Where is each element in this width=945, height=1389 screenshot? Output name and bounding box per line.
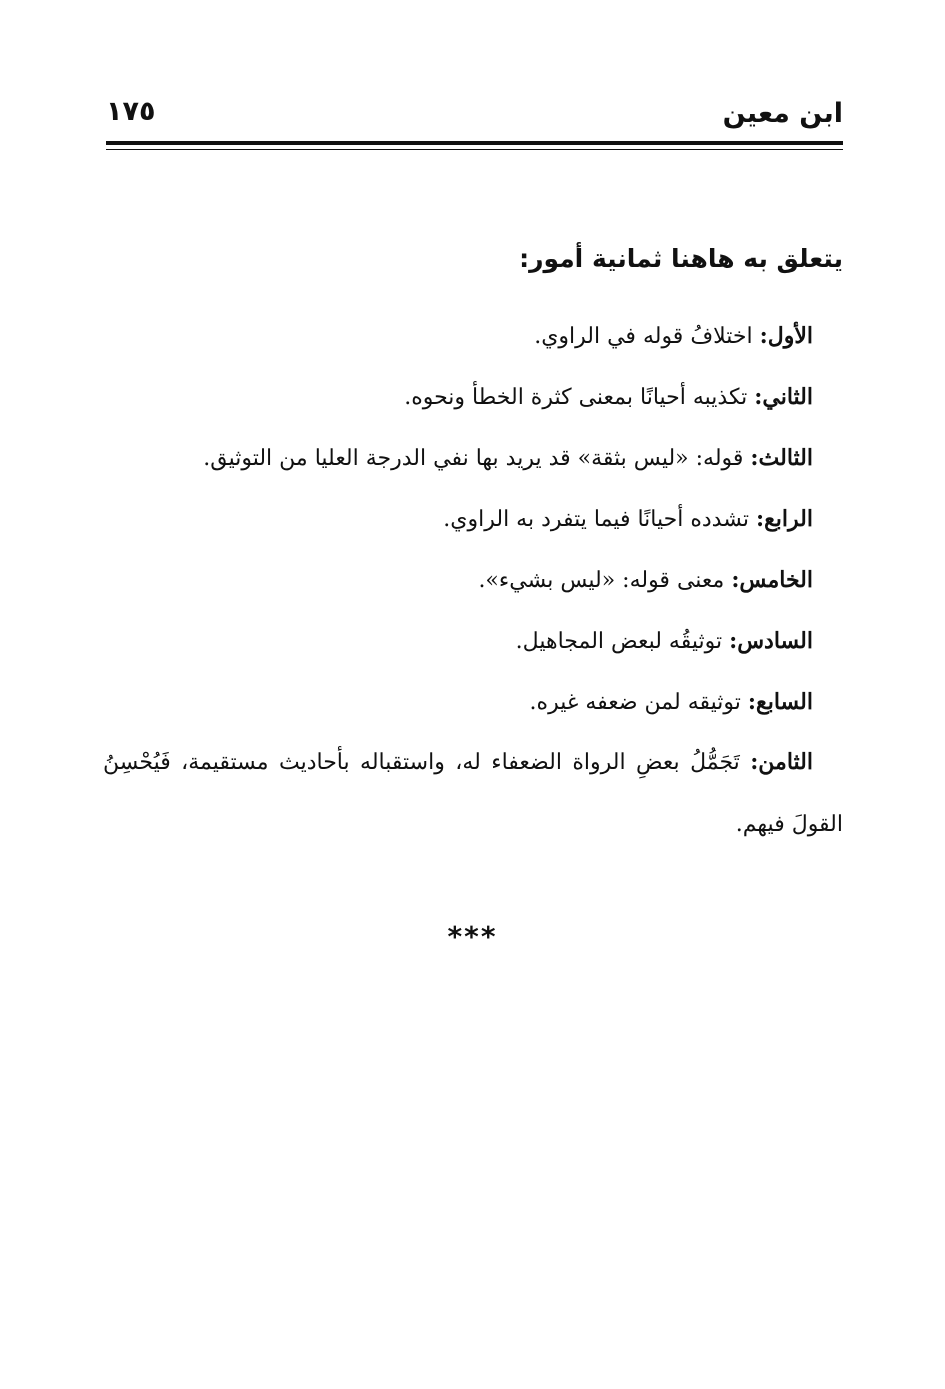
item-label: الأول: bbox=[759, 323, 813, 349]
list-item bbox=[478, 558, 813, 603]
item-text: توثيقه لمن ضعفه غيره. bbox=[529, 690, 748, 715]
list-item bbox=[443, 497, 813, 542]
list-item bbox=[516, 619, 813, 664]
list-item bbox=[534, 314, 813, 359]
list-item bbox=[404, 375, 813, 420]
page-number: ١٧٥ bbox=[106, 96, 156, 127]
section-end-asterisks: *** bbox=[447, 920, 498, 953]
item-label: السادس: bbox=[729, 628, 813, 654]
item-label: الثامن: bbox=[750, 749, 813, 775]
item-text: قوله: «ليس بثقة» قد يريد بها نفي الدرجة العليا من التوثيق. bbox=[203, 446, 751, 471]
list-item bbox=[103, 731, 843, 856]
item-text: تكذيبه أحيانًا بمعنى كثرة الخطأ ونحوه. bbox=[404, 385, 755, 410]
running-header bbox=[106, 88, 843, 138]
item-text: تَجَمُّلُ بعضِ الرواة الضعفاء له، واستقباله بأحاديث مستقيمة، فَيُحْسِنُ القولَ فيهم. bbox=[103, 750, 843, 837]
header-rule-thick bbox=[106, 141, 843, 145]
running-title: ابن معين bbox=[722, 98, 843, 129]
header-rule-thin bbox=[106, 149, 843, 150]
item-label: الثاني: bbox=[754, 384, 813, 410]
item-label: الخامس: bbox=[731, 567, 813, 593]
list-item bbox=[203, 436, 813, 481]
item-text: معنى قوله: «ليس بشيء». bbox=[478, 568, 732, 593]
section-heading: يتعلق به هاهنا ثمانية أمور: bbox=[519, 244, 843, 273]
item-label: الثالث: bbox=[750, 445, 813, 471]
list-item bbox=[530, 680, 813, 725]
item-text: اختلافُ قوله في الراوي. bbox=[534, 324, 760, 349]
item-label: الرابع: bbox=[755, 506, 813, 532]
item-label: السابع: bbox=[747, 689, 813, 715]
item-text: توثيقُه لبعض المجاهيل. bbox=[515, 629, 730, 654]
item-text: تشدده أحيانًا فيما يتفرد به الراوي. bbox=[443, 507, 756, 532]
